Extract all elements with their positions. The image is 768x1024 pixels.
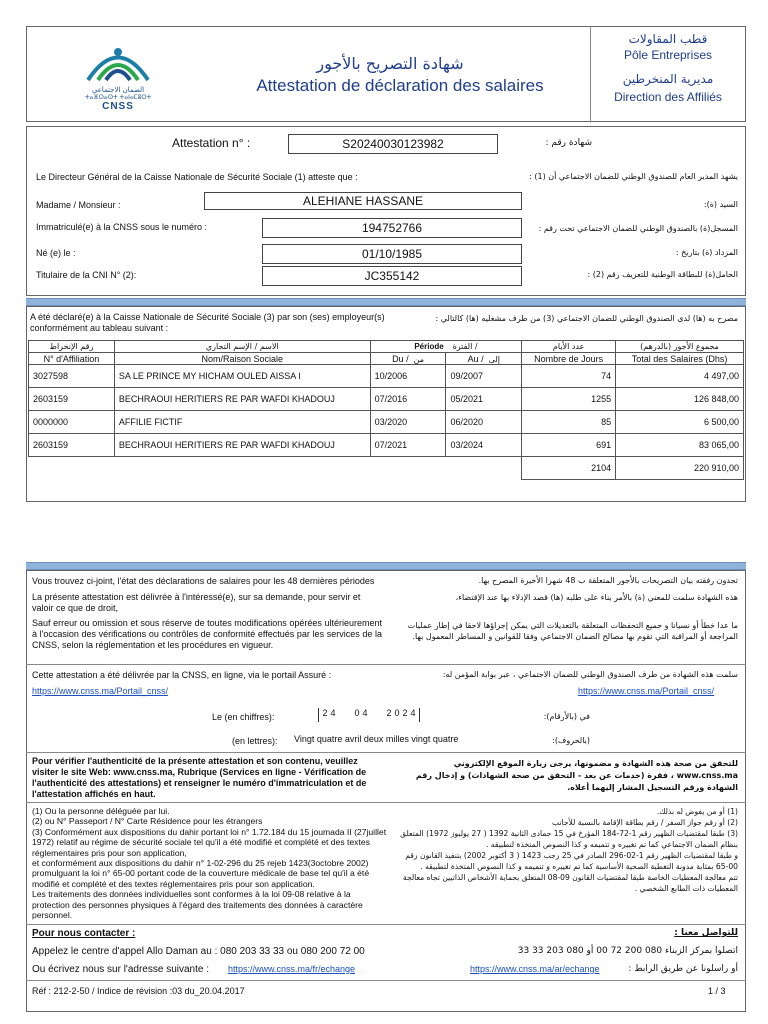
period-from: 10/2006 bbox=[370, 365, 446, 388]
period-to: 05/2021 bbox=[446, 388, 522, 411]
logo-arabic: الضمان الاجتماعي bbox=[91, 86, 145, 94]
header-au bbox=[446, 353, 522, 365]
note-1-french: Vous trouvez ci-joint, l'état des déclarations de salaires pour les 48 dernières périodes bbox=[32, 576, 375, 586]
note-3-arabic: ما عدا خطأ أو نسيانا و جميع التحفظات المتعلقة بالتعديلات التي يمكن إجراؤها لاحقا في إطار عمليات المراجعة أو المراقبة التي تقوم بها مصالح الضمان الاجتماعي وفقا للقوانين و المساطر المعمول بها. bbox=[407, 621, 738, 641]
intro-french: Le Directeur Général de la Caisse Nationale de Sécurité Sociale (1) atteste que : bbox=[36, 172, 358, 182]
footnotes-french: (1) Ou la personne déléguée par lui. (2) ou N° Passeport / N° Carte Résidence pour les étrangers (3) Conformément aux dispositions du dahir portant loi n° 1.72.184 du 15 joumada II (27juillet 1972) relatif au régime de sécurité sociale tel qu'il a été modifié et complété et des textes réglementaires pris pour son application, et conformément aux dispositions du dahir n° 1-02-296 du 25 rejeb 1423(3octobre 2002) promulguant la loi n° 65-00 portant code de la couverture médicale de base tel qu'il a été modifié et complété et des textes réglementaires pris pour son application. Les traitements des données individuelles sont conformes à la loi 09-08 relative à la protection des personnes physiques à l'égard des traitements des données à caractère personnel. bbox=[32, 806, 387, 921]
note-1-arabic: تجدون رفقته بيان التصريحات بالأجور المتعلقة ب 48 شهرا الأخيرة المصرح بها. bbox=[478, 576, 738, 585]
verify-french: Pour vérifier l'authenticité de la présente attestation et son contenu, veuillez visiter le site Web: www.cnss.ma, Rubrique (Services en ligne - Vérification de l'authenticité des attestations) et renseigner le numéro d'immatriculation et de l'attestation affichés en haut. bbox=[32, 756, 367, 799]
cin-label-arabic: الحامل(ة) للبطاقة الوطنية للتعريف رقم (2) : bbox=[587, 270, 738, 279]
letters-label-arabic: (بالحروف): bbox=[552, 736, 590, 745]
separator-bar-1 bbox=[26, 298, 746, 306]
separator-bar-2 bbox=[26, 562, 746, 570]
date-digit: 2 bbox=[402, 708, 408, 718]
header-jours-ar: عدد الأيام bbox=[522, 341, 616, 353]
total-salaires-row: 126 848,00 bbox=[616, 388, 744, 411]
contact-title-arabic: للتواصل معنا : bbox=[674, 928, 738, 938]
contact-write-arabic: أو راسلونا عن طريق الرابط : bbox=[628, 964, 738, 974]
name-label: Madame / Monsieur : bbox=[36, 200, 121, 210]
date-digit: 2 bbox=[386, 708, 392, 718]
contact-phone-french: Appelez le centre d'appel Allo Daman au : 080 203 33 33 ou 080 200 72 00 bbox=[32, 946, 365, 957]
divider-contact bbox=[26, 924, 746, 925]
table-row bbox=[29, 411, 744, 434]
direction-arabic: مديرية المنخرطين bbox=[622, 72, 714, 86]
note-2-french: La présente attestation est délivrée à l'intéressé(e), sur sa demande, pour servir et valoir ce que de droit, bbox=[32, 592, 361, 613]
attestation-label: Attestation n° : bbox=[172, 136, 251, 150]
header-periode-ar: الفترة / bbox=[452, 342, 478, 351]
total-salaires-row: 6 500,00 bbox=[616, 411, 744, 434]
pole-french: Pôle Entreprises bbox=[623, 48, 713, 62]
declared-arabic: مصرح به (ها) لدى الصندوق الوطني للضمان الاجتماعي (3) من طرف مشغليه (ها) كالتالي : bbox=[435, 314, 738, 323]
reference: Réf : 212-2-50 / Indice de révision :03 du_20.04.2017 bbox=[32, 986, 245, 996]
verify-arabic: للتحقق من صحة هذه الشهادة و مضمونها، يرجى زيارة الموقع الإلكتروني www.cnss.ma ، فقرة (خدمات عن بعد - التحقق من صحة الشهادات) و إدخال رقم الشهادة ورقم التسجيل المشار إليهما أعلاه. bbox=[415, 759, 738, 792]
table-row bbox=[29, 434, 744, 457]
page-number: 1 / 3 bbox=[708, 986, 726, 996]
date-digit: 0 bbox=[394, 708, 400, 718]
direction-french: Direction des Affiliés bbox=[614, 90, 722, 104]
echange-link-arabic[interactable]: https://www.cnss.ma/ar/echange bbox=[470, 964, 600, 974]
total-salaires-row: 4 497,00 bbox=[616, 365, 744, 388]
raison-sociale: AFFILIE FICTIF bbox=[114, 411, 370, 434]
portal-link-arabic[interactable]: https://www.cnss.ma/Portail_cnss/ bbox=[578, 686, 715, 696]
affiliation-number: 3027598 bbox=[29, 365, 115, 388]
logo-text: CNSS bbox=[102, 101, 134, 112]
note-2-arabic: هذه الشهادة سلمت للمعني (ة) بالأمر بناء على طلبه (ها) قصد الإدلاء بها عند الإقتضاء، bbox=[455, 593, 738, 602]
divider-verify bbox=[26, 752, 746, 753]
cnss-logo-icon bbox=[78, 40, 158, 90]
date-digit: 2 bbox=[322, 708, 328, 718]
header-nom-fr: Nom/Raison Sociale bbox=[114, 353, 370, 365]
header-au-fr: Au / bbox=[467, 353, 484, 364]
date-digit: 0 bbox=[354, 708, 360, 718]
contact-write-french: Ou écrivez nous sur l'adresse suivante : bbox=[32, 964, 209, 975]
letters-label-french: (en lettres): bbox=[232, 736, 278, 746]
period-to: 03/2024 bbox=[446, 434, 522, 457]
header-affil-ar: رقم الإنخراط bbox=[29, 341, 115, 353]
date-digit: 4 bbox=[410, 708, 416, 718]
header-au-ar: إلى bbox=[488, 354, 500, 364]
name-value: ALEHIANE HASSANE bbox=[204, 192, 522, 210]
nombre-jours: 85 bbox=[522, 411, 616, 434]
cin-label: Titulaire de la CNI N° (2): bbox=[36, 270, 137, 280]
header-periode-fr: Période bbox=[414, 342, 444, 351]
table-row bbox=[29, 365, 744, 388]
date-digit: 4 bbox=[330, 708, 336, 718]
birth-label-arabic: المزداد (ة) بتاريخ : bbox=[675, 248, 738, 257]
header-nom-ar: الاسم / الإسم التجاري bbox=[114, 341, 370, 353]
pole-arabic: قطب المقاولات bbox=[628, 32, 708, 46]
divider-online bbox=[26, 664, 746, 665]
note-3-french: Sauf erreur ou omission et sous réserve de toutes modifications opérées ultérieurement à l'occasion des vérifications ou contrôles de conformité effectués par les services de la CNSS, selon la réglementation et les procédures en vigueur. bbox=[32, 618, 382, 650]
online-arabic: سلمت هذه الشهادة من طرف الصندوق الوطني للضمان الاجتماعي ، عبر بوابة المؤمن له: bbox=[442, 670, 738, 679]
header-du-fr: Du / bbox=[392, 353, 409, 364]
header-du bbox=[370, 353, 446, 365]
footnotes-arabic: (1) أو من يفوض له بذلك. (2) أو رقم جواز السفر / رقم بطاقة الإقامة بالنسبة للأجانب (3) طبقا لمقتضيات الظهير رقم 1-72-184 المؤرخ في 15 جمادى الثانية 1392 ( 27 يوليوز 1972) المتعلق بنظام الضمان الاجتماعي كما تم تغييره و تتميمه و كذا النصوص المتخذة لتطبيقه . و طبقا لمقتضيات الظهير رقم 1-02-296 الصادر في 25 رجب 1423 ( 3 أكتوبر 2002) بتنفيذ القانون رقم 00-65 بمثابة مدونة التغطية الصحية الأساسية كما تم تغييره و تتميمه و كذا النصوص المتخذة لتطبيقه . تتم معالجة المعطيات الخاصة طبقا لمقتضيات القانون 09-08 المتعلق بحماية الأشخاص الذاتيين تجاه معالجة المعطيات ذات الطابع الشخصي . bbox=[400, 807, 738, 893]
affiliation-number: 2603159 bbox=[29, 434, 115, 457]
divider-footnotes bbox=[26, 802, 746, 803]
portal-link-french[interactable]: https://www.cnss.ma/Portail_cnss/ bbox=[32, 686, 169, 696]
period-from: 07/2021 bbox=[370, 434, 446, 457]
date-digits bbox=[318, 708, 420, 722]
header-sal-ar: مجموع الأجور (بالدرهم) bbox=[616, 341, 744, 353]
affiliation-table bbox=[28, 340, 744, 480]
header-divider bbox=[590, 26, 591, 122]
title-arabic: شهادة التصريح بالأجور bbox=[316, 54, 464, 73]
intro-arabic: يشهد المدير العام للصندوق الوطني للضمان الاجتماعي أن (1) : bbox=[529, 172, 738, 181]
total-salaires-row: 83 065,00 bbox=[616, 434, 744, 457]
birth-label: Né (e) le : bbox=[36, 248, 76, 258]
date-label-french: Le (en chiffres): bbox=[212, 712, 275, 722]
period-to: 06/2020 bbox=[446, 411, 522, 434]
header-periode bbox=[370, 341, 522, 353]
nombre-jours: 74 bbox=[522, 365, 616, 388]
affiliation-number: 0000000 bbox=[29, 411, 115, 434]
immat-label-arabic: المسجل(ة) بالصندوق الوطني للضمان الاجتماعي تحت رقم : bbox=[538, 224, 738, 233]
name-label-arabic: السيد (ة): bbox=[703, 200, 738, 209]
raison-sociale: SA LE PRINCE MY HICHAM OULED AISSA I bbox=[114, 365, 370, 388]
total-salaires: 220 910,00 bbox=[616, 457, 744, 480]
raison-sociale: BECHRAOUI HERITIERS RE PAR WAFDI KHADOUJ bbox=[114, 434, 370, 457]
attestation-label-arabic: شهادة رقم : bbox=[545, 138, 592, 148]
header-affil-fr: N° d'Affiliation bbox=[29, 353, 115, 365]
affiliation-number: 2603159 bbox=[29, 388, 115, 411]
online-french: Cette attestation a été délivrée par la CNSS, en ligne, via le portail Assuré : bbox=[32, 670, 332, 680]
period-to: 09/2007 bbox=[446, 365, 522, 388]
nombre-jours: 1255 bbox=[522, 388, 616, 411]
date-digit: 4 bbox=[362, 708, 368, 718]
date-letters: Vingt quatre avril deux milles vingt quatre bbox=[294, 734, 459, 744]
attestation-number: S20240030123982 bbox=[288, 134, 498, 154]
divider-footer bbox=[26, 980, 746, 981]
period-from: 03/2020 bbox=[370, 411, 446, 434]
contact-phone-arabic: اتصلوا بمركز الزبناء 080 200 72 00 أو 080 203 33 33 bbox=[517, 946, 738, 956]
birth-value: 01/10/1985 bbox=[262, 244, 522, 264]
declared-french: A été déclaré(e) à la Caisse Nationale de Sécurité Sociale (3) par son (ses) employeur(s) conformément au tableau suivant : bbox=[30, 312, 385, 333]
logo-tifinagh: ⵜⴰⴼⵔⴰⵙⵜ ⵜⴰⵏⴰⵎⵓⵔⵜ bbox=[84, 94, 152, 101]
header-jours-fr: Nombre de Jours bbox=[522, 353, 616, 365]
header-sal-fr: Total des Salaires (Dhs) bbox=[616, 353, 744, 365]
cin-value: JC355142 bbox=[262, 266, 522, 286]
table-row bbox=[29, 388, 744, 411]
contact-title-french: Pour nous contacter : bbox=[32, 928, 136, 939]
immat-label: Immatriculé(e) à la CNSS sous le numéro : bbox=[36, 222, 208, 232]
total-jours: 2104 bbox=[522, 457, 616, 480]
title-french: Attestation de déclaration des salaires bbox=[256, 76, 544, 95]
date-label-arabic: في (بالأرقام): bbox=[543, 712, 590, 721]
immat-value: 194752766 bbox=[262, 218, 522, 238]
echange-link-french[interactable]: https://www.cnss.ma/fr/echange bbox=[228, 964, 356, 974]
nombre-jours: 691 bbox=[522, 434, 616, 457]
cnss-logo bbox=[78, 40, 158, 110]
raison-sociale: BECHRAOUI HERITIERS RE PAR WAFDI KHADOUJ bbox=[114, 388, 370, 411]
header-du-ar: من bbox=[413, 354, 424, 364]
period-from: 07/2016 bbox=[370, 388, 446, 411]
